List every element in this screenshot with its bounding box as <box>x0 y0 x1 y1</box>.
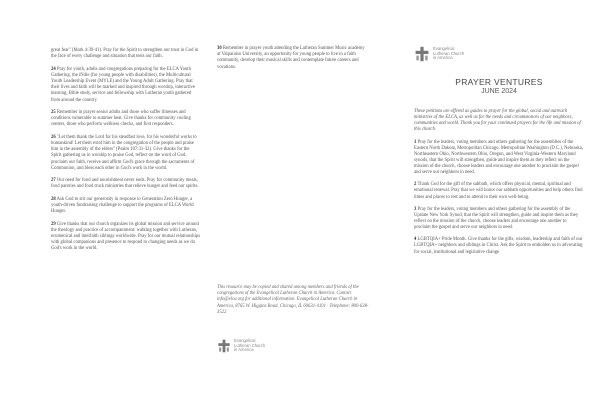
logo-wordmark: Evangelical Lutheran Church in America <box>234 338 266 353</box>
logo-wordmark: Evangelical Lutheran Church in America <box>433 46 465 61</box>
left-column <box>51 0 201 259</box>
petition-1: 1 Pray for the leaders, voting members and others gathering for the assemblies of the Eastern North Dakota, Metropolitan Chicago, Metropolitan Washington (D.C.), Nebraska, Northeastern Ohio, Northwestern Ohio, Oregon, and West Virginia-Western Maryland synods, that the Spirit will strengthen, guide and inspire them as they reflect on the mission of the church, choose leaders and encourage one another to proclaim the gospel and serve our neighbors in need. <box>414 139 584 176</box>
petition-25: 25 Remember in prayer senior adults and those who suffer illnesses and conditions vulnerable to summer heat. Give thanks for community cooling centers, those who perform wellness checks, and first responders. <box>51 110 191 128</box>
intro-paragraph: These petitions are offered as guides to prayer for the global, social and outreach ministries of the ELCA, as well as for the needs and circumstances of our neighbors, communities and world. Thank you for your continued prayers for the life and mission of this church. <box>414 109 581 133</box>
petition-3: 3 Pray for the leaders, voting members and others gathering for the assembly of the Upstate New York Synod, that the Spirit will strengthen, guide and inspire them as they reflect on the mission of the church, choose leaders and encourage one another to proclaim the gospel and serve our neighbors in need. <box>414 206 579 231</box>
petition-28: 28 Ask God to stir our generosity in response to Generation Zero Hunger, a youth-driven fundraising challenge to support the programs of ELCA World Hunger. <box>51 196 194 215</box>
document-date: JUNE 2024 <box>481 88 517 95</box>
petition-29: 29 Give thanks that our church organizes its global mission and service around the theology and practice of accompaniment: walking together with Lutheran, ecumenical and interfaith siblings worldwide. Pray for our mutual relationships with global companions and presence to respond to changing needs as we do God's work in the world. <box>51 221 200 252</box>
elca-logo-footer <box>217 339 265 353</box>
petition-27: 27 Our need for food and nourishment never ends. Pray for community meals, food pantries and food truck ministries that relieve hunger and feed our spirits. <box>51 178 199 190</box>
middle-column <box>217 0 367 77</box>
petition-4: 4 LGBTQIA+ Pride Month. Give thanks for the gifts, wisdom, leadership and faith of our LGBTQIA+ neighbors and siblings in Christ. Ask the Spirit to embolden us in advocating for social, institutional and legislative change <box>414 237 583 255</box>
right-column <box>414 0 584 262</box>
copyright-footnote: This resource may be copied and shared among members and friends of the congregations of the Evangelical Lutheran Church in America. Contact info@elca.org for additional information. Evangelical Lutheran Church in America, 8765 W. Higgins Road, Chicago, IL 60631-4101 · Telephone: 800-638-3522 <box>217 285 369 315</box>
petition-2: 2 Thank God for the gift of the sabbath, which offers physical, mental, spiritual and emotional renewal. Pray that we will honor our sabbath opportunities and help others find times and places to rest and to attend to their own well-being. <box>414 182 583 200</box>
petition-30: 30 Remember in prayer youth attending the Lutheran Summer Music academy at Valparaiso University, an opportunity for young people to live in a faith community, develop their musical skills and contemplate future careers and vocations. <box>217 46 365 70</box>
petition-24: 24 Pray for youth, adults and congregations preparing for the ELCA Youth Gathering, the iNdie (for young people with disabilities), the Multicultural Youth Leadership Event (MYLE) and the Young Adult Gathering. Pray that their lives and faith will be marked and inspired through worship, interactive learning, Bible study, service and fellowship with Lutheran youth gathered from around the country. <box>51 66 195 103</box>
elca-cross-icon <box>217 339 231 353</box>
document-title: PRAYER VENTURES <box>455 77 543 87</box>
petition-26: 26 "Let them thank the Lord for his steadfast love, for his wonderful works to humankind! Let them extol him in the congregation of the people and praise him in the assembly of the elders" (Psalm 107:31-32). Give thanks for the Spirit gathering us in worship to praise God, reflect on the word of God, proclaim our faith, receive and affirm God's grace through the sacraments of Communion, and bless each other in God's work in the world. <box>51 134 197 171</box>
petition-continued: great fear" (Mark 4:39-41). Pray for the Spirit to strengthen our trust in God in the face of every challenge and situation that tests our faith. <box>51 48 199 60</box>
